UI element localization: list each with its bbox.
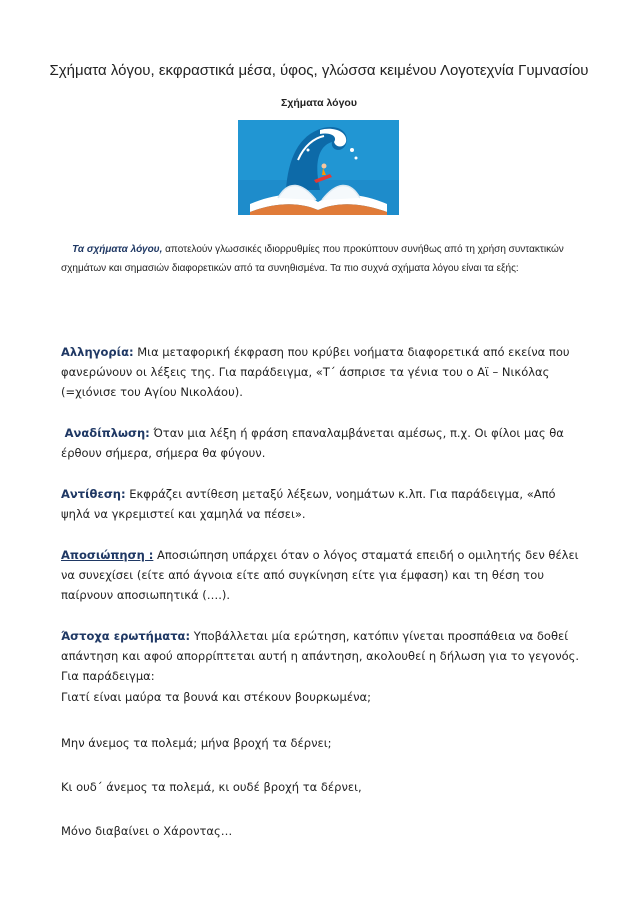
entry-term: Άστοχα ερωτήματα: <box>61 629 191 643</box>
entry-text: Υποβάλλεται μία ερώτηση, κατόπιν γίνεται προσπάθεια να δοθεί απάντηση και αφού απορρίπτεται αυτή η απάντηση, ακολουθεί η δήλωση για το γεγονός. Για παράδειγμα: <box>61 629 580 683</box>
section-subtitle: Σχήματα λόγου <box>281 97 357 109</box>
entry-rhetorical-questions <box>61 626 581 686</box>
entry-term: Αλληγορία: <box>61 345 134 359</box>
entry-term: Αντίθεση: <box>61 487 126 501</box>
entry-text: Όταν μια λέξη ή φράση επαναλαμβάνεται αμέσως, π.χ. Οι φίλοι μας θα έρθουν σήμερα, σήμερα θα φύγουν. <box>61 426 564 460</box>
entry-text: Μια μεταφορική έκφραση που κρύβει νοήματα διαφορετικά από εκείνα που φανερώνουν οι λέξεις της. Για παράδειγμα, «Τ΄ άσπρισε τα γένια του ο Αϊ – Νικόλας (=χιόνισε του Αγίου Νικολάου). <box>61 345 570 399</box>
intro-text: αποτελούν γλωσσικές ιδιορρυθμίες που προκύπτουν συνήθως από τη χρήση συντακτικών σχημάτων και σημασιών διαφορετικών από τα συνηθισμένα. Τα πιο συχνά σχήματα λόγου είναι τα εξής: <box>61 244 564 274</box>
entry-text: Εκφράζει αντίθεση μεταξύ λέξεων, νοημάτων κ.λπ. Για παράδειγμα, «Από ψηλά να γκρεμιστεί και χαμηλά να πέσει». <box>61 487 556 521</box>
entry-term: Αποσιώπηση : <box>61 548 154 562</box>
intro-lead: Τα σχήματα λόγου, <box>72 244 163 255</box>
entry-antithesis <box>61 484 581 524</box>
poem-line: Κι ουδ΄ άνεμος τα πολεμά, κι ουδέ βροχή τα δέρνει, <box>61 780 362 794</box>
entry-allegory <box>61 342 581 402</box>
poem-line: Γιατί είναι μαύρα τα βουνά και στέκουν βουρκωμένα; <box>61 690 371 704</box>
poem-line: Μόνο διαβαίνει ο Χάροντας… <box>61 824 233 838</box>
entry-aposiopesis <box>61 545 581 605</box>
poem-line: Μην άνεμος τα πολεμά; μήνα βροχή τα δέρνει; <box>61 736 332 750</box>
page-title: Σχήματα λόγου, εκφραστικά μέσα, ύφος, γλώσσα κειμένου Λογοτεχνία Γυμνασίου <box>49 62 589 79</box>
entry-anadiplosis <box>61 423 581 463</box>
entry-term: Αναδίπλωση: <box>64 426 150 440</box>
entry-text: Αποσιώπηση υπάρχει όταν ο λόγος σταματά επειδή ο ομιλητής δεν θέλει να συνεχίσει (είτε από άγνοια είτε από συγκίνηση είτε για έμφαση) και τη θέση του παίρνουν αποσιωπητικά (….). <box>61 548 579 602</box>
intro-paragraph <box>61 240 581 278</box>
book-wave-illustration <box>238 120 399 215</box>
